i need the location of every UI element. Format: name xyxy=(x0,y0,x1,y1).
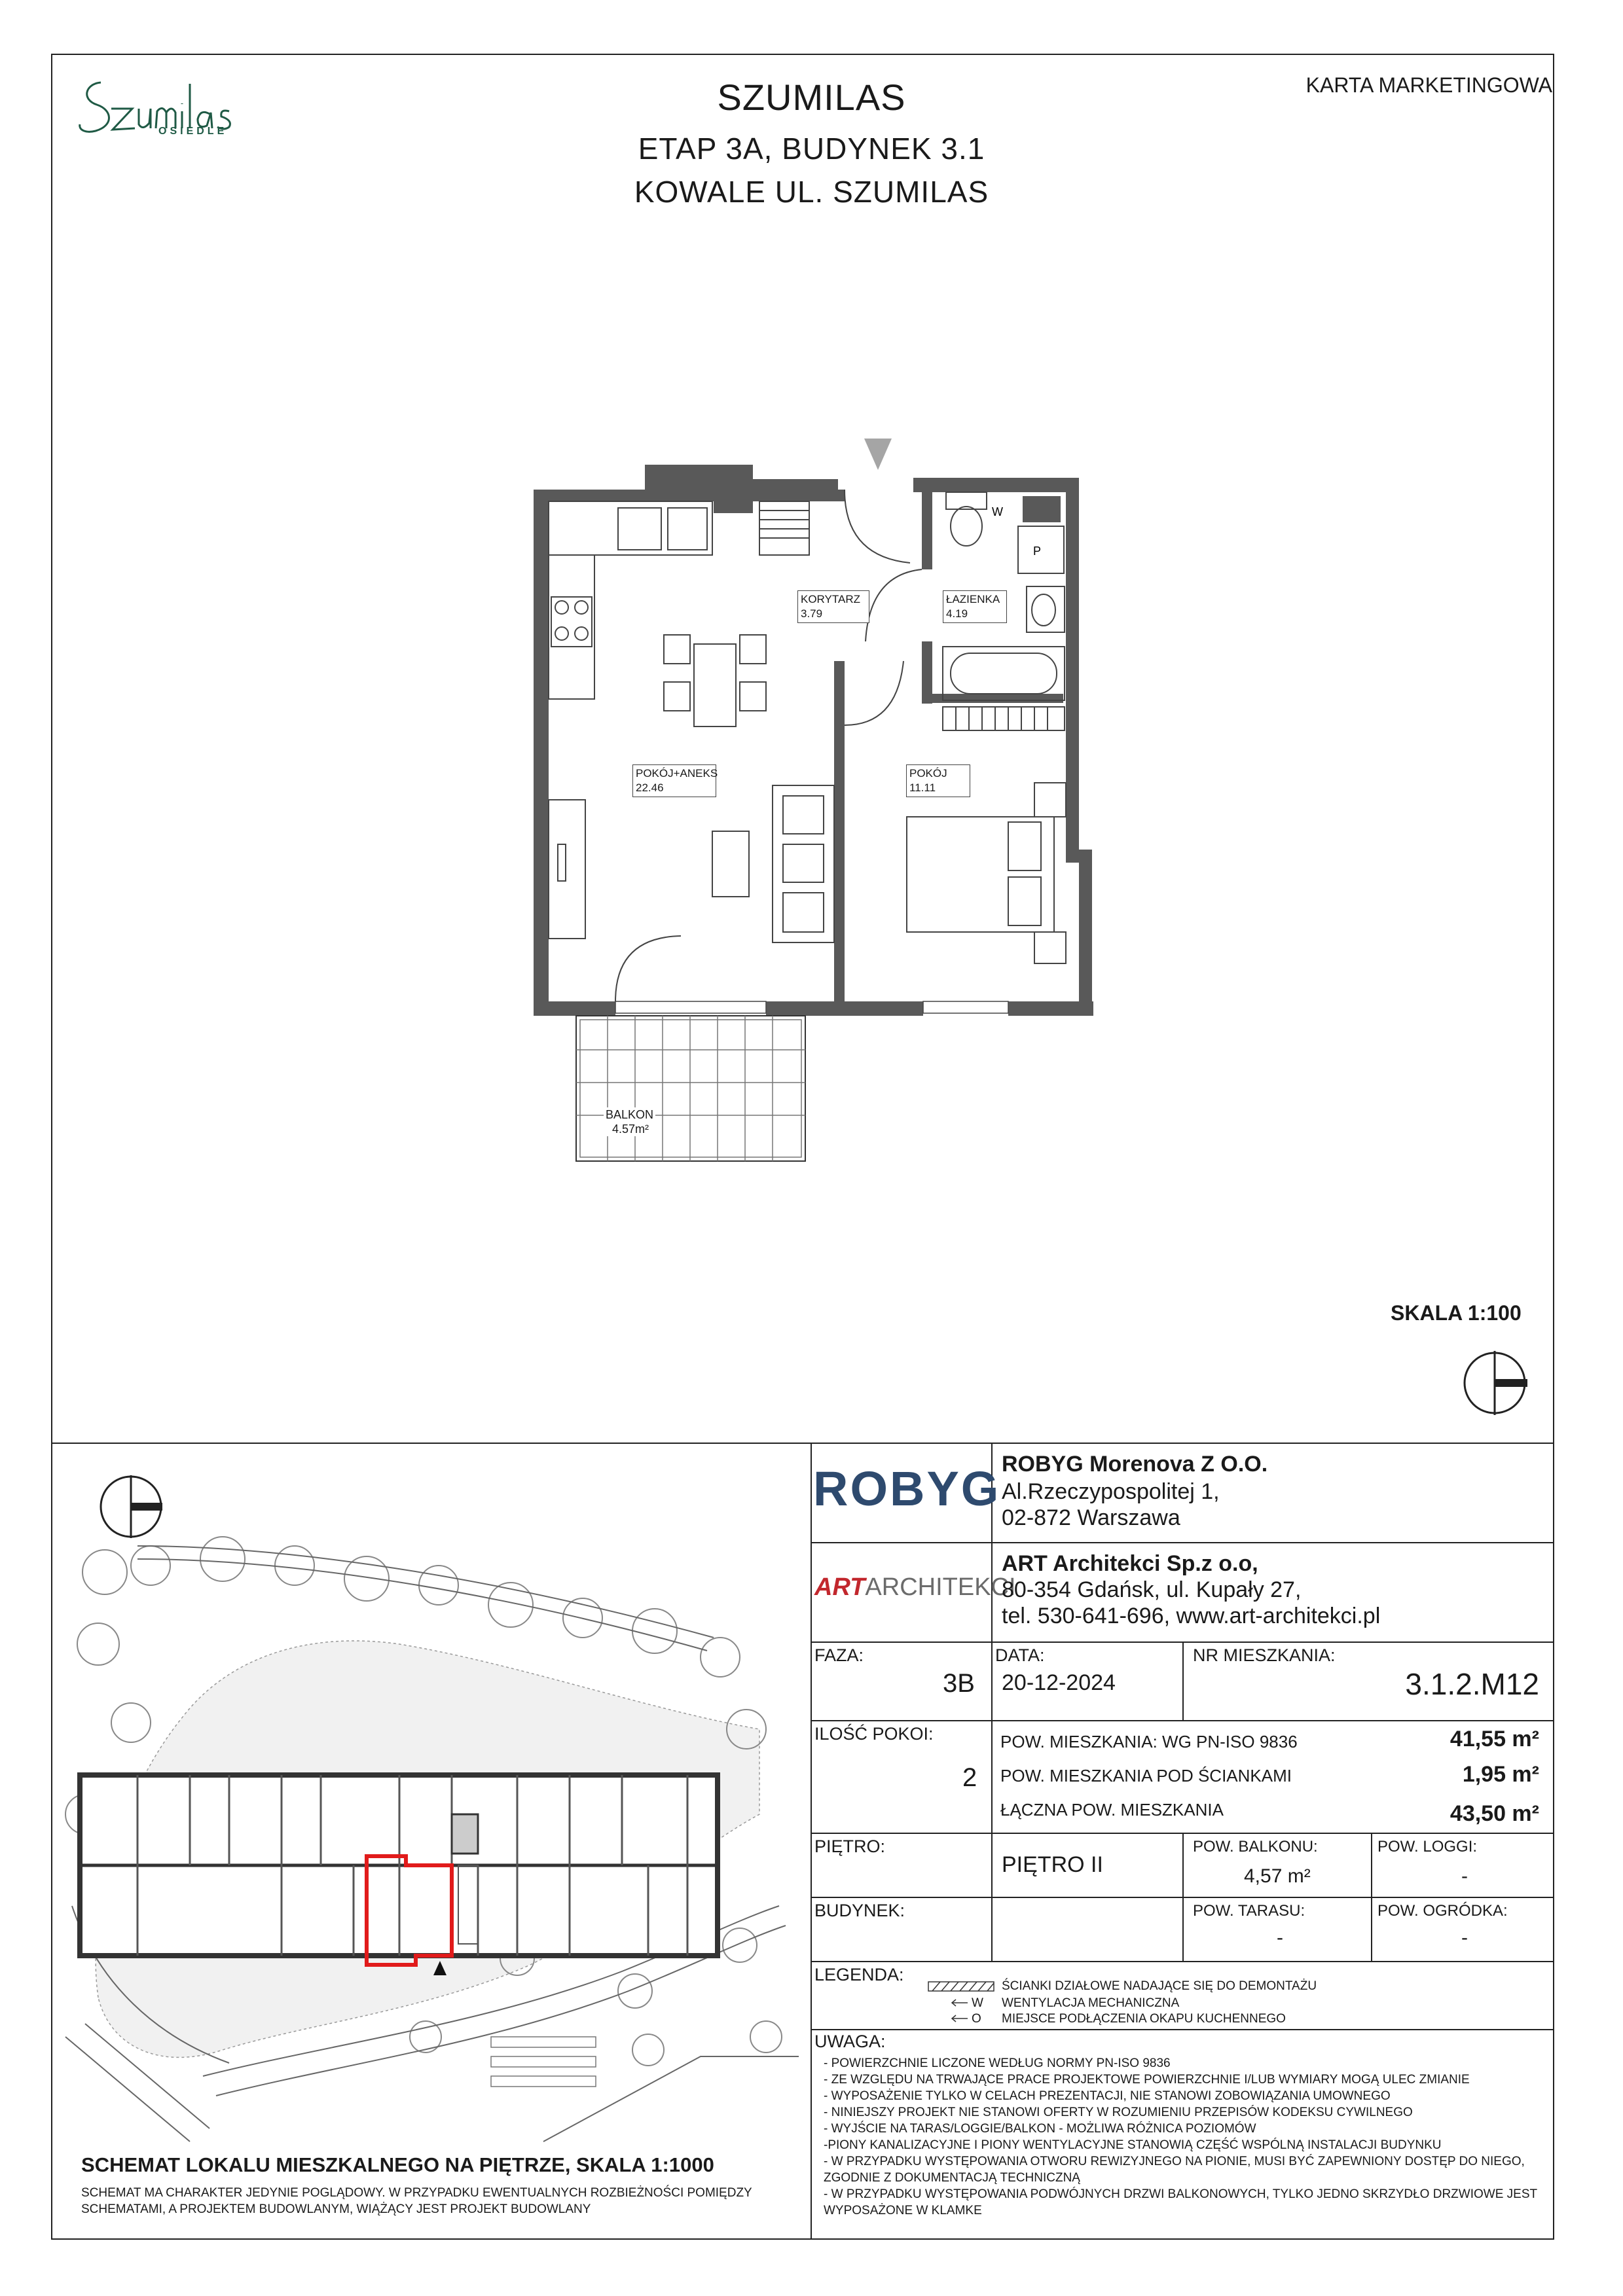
developer-name: ROBYG Morenova Z O.O. xyxy=(1002,1452,1268,1477)
room-name: POKÓJ+ANEKS xyxy=(636,767,718,780)
note-item: - W PRZYPADKU WYSTĘPOWANIA PODWÓJNYCH DRZWI BALKONOWYCH, TYLKO JEDNO SKRZYDŁO DRZWIOWE JEST WYPOSAŻONE W KLAMKE xyxy=(824,2187,1537,2217)
card-type: KARTA MARKETINGOWA xyxy=(1305,73,1552,97)
room-pokoj xyxy=(906,764,970,797)
divider xyxy=(1371,1833,1372,1961)
room-area: 3.79 xyxy=(801,607,823,620)
bedroom-furniture xyxy=(907,783,1066,963)
pokoje-label: ILOŚĆ POKOI: xyxy=(814,1724,934,1744)
legend-w: W xyxy=(972,1996,983,2010)
divider xyxy=(991,1641,993,1720)
p-label: P xyxy=(1033,545,1042,558)
balcony-area: 4.57m² xyxy=(612,1122,649,1136)
project-title: SZUMILAS xyxy=(717,77,906,118)
legend-item-okap: MIEJSCE PODŁĄCZENIA OKAPU KUCHENNEGO xyxy=(1002,2012,1286,2026)
art-logo-red: ART xyxy=(814,1573,866,1601)
pietro-value: PIĘTRO II xyxy=(1002,1852,1103,1877)
note-item: - WYJŚCIE NA TARAS/LOGGIE/BALKON - MOŻLIWA RÓŻNICA POZIOMÓW xyxy=(824,2122,1256,2136)
divider xyxy=(1182,1641,1184,1720)
pietro-label: PIĘTRO: xyxy=(814,1837,886,1856)
pow-value: 41,55 m² xyxy=(1450,1727,1539,1751)
note-item: - W PRZYPADKU WYSTĘPOWANIA OTWORU REWIZYJNEGO NA PIONIE, MUSI BYĆ ZAPEWNIONY DOSTĘP DO NIEGO, ZGODNIE Z DOKUMENTACJĄ TECHNICZNĄ xyxy=(824,2155,1525,2185)
room-pokoj-aneks xyxy=(632,764,716,797)
balcony-label xyxy=(604,1107,655,1136)
schema-note: SCHEMAT MA CHARAKTER JEDYNIE POGLĄDOWY. W PRZYPADKU EWENTUALNYCH ROZBIEŻNOŚCI POMIĘDZY SCHEMATAMI, A PROJEKTEM BUDOWLANYM, WIĄŻĄCY JEST PROJEKT BUDOWLANY xyxy=(81,2186,752,2216)
art-architekci-logo xyxy=(814,1573,1016,1602)
room-lazienka xyxy=(943,590,1007,623)
nr-label: NR MIESZKANIA: xyxy=(1193,1645,1336,1665)
architect-address: 80-354 Gdańsk, ul. Kupały 27, xyxy=(1002,1577,1302,1602)
pow-sc-label: POW. MIESZKANIA POD ŚCIANKAMI xyxy=(1000,1766,1292,1785)
pow-label: POW. MIESZKANIA: WG PN-ISO 9836 xyxy=(1000,1732,1298,1751)
faza-value: 3B xyxy=(943,1669,975,1698)
divider xyxy=(1182,1833,1184,1961)
robyg-logo: ROBYG xyxy=(813,1462,1001,1516)
architect-contact: tel. 530-641-696, www.art-architekci.pl xyxy=(1002,1604,1381,1628)
ogrodek-label: POW. OGRÓDKA: xyxy=(1377,1902,1508,1920)
note-item: - NINIEJSZY PROJEKT NIE STANOWI OFERTY W ROZUMIENIU PRZEPISÓW KODEKSU CYWILNEGO xyxy=(824,2106,1413,2119)
schema-north-arrow-icon xyxy=(101,1475,162,1538)
pow-sc-value: 1,95 m² xyxy=(1462,1762,1539,1787)
divider xyxy=(811,1542,1554,1543)
note-item: - WYPOSAŻENIE TYLKO W CELACH PREZENTACJI, NIE STANOWI ZOBOWIĄZANIA UMOWNEGO xyxy=(824,2089,1391,2103)
budynek-label: BUDYNEK: xyxy=(814,1901,905,1920)
living-furniture xyxy=(549,785,834,942)
room-name: KORYTARZ xyxy=(801,593,860,605)
project-location: KOWALE UL. SZUMILAS xyxy=(634,175,989,209)
note-item: - ZE WZGLĘDU NA TRWAJĄCE PRACE PROJEKTOWE POWIERZCHNIE I/LUB WYMIARY MOGĄ ULEC ZMIANIE xyxy=(824,2073,1470,2087)
balcony xyxy=(576,1016,805,1161)
dining-table xyxy=(664,635,766,726)
legend-symbols xyxy=(927,1979,999,2025)
art-logo-grey: ARCHITEKCI xyxy=(865,1573,1016,1601)
project-stage: ETAP 3A, BUDYNEK 3.1 xyxy=(638,132,985,166)
divider-schema xyxy=(811,1443,812,2240)
note-item: - POWIERZCHNIE LICZONE WEDŁUG NORMY PN-ISO 9836 xyxy=(824,2056,1171,2070)
divider-main xyxy=(51,1443,1554,1444)
schema-title: SCHEMAT LOKALU MIESZKALNEGO NA PIĘTRZE, SKALA 1:1000 xyxy=(81,2153,714,2176)
room-area: 4.19 xyxy=(946,607,968,620)
kitchen xyxy=(549,501,809,699)
site-schema xyxy=(59,1448,805,2144)
room-area: 11.11 xyxy=(909,781,936,794)
room-name: POKÓJ xyxy=(909,767,947,780)
entrance-arrow xyxy=(864,439,892,470)
nr-value: 3.1.2.M12 xyxy=(1405,1667,1539,1701)
loggia-value: - xyxy=(1461,1865,1468,1887)
developer-address-2: 02-872 Warszawa xyxy=(1002,1505,1180,1530)
data-value: 20-12-2024 xyxy=(1002,1670,1116,1695)
balkon-label: POW. BALKONU: xyxy=(1193,1838,1318,1856)
faza-label: FAZA: xyxy=(814,1645,864,1665)
divider xyxy=(811,1961,1554,1962)
taras-value: - xyxy=(1277,1927,1283,1948)
plan-scale: SKALA 1:100 xyxy=(1391,1301,1522,1325)
logo-subtitle: OSIEDLE xyxy=(158,126,228,137)
balcony-name: BALKON xyxy=(606,1108,654,1121)
loggia-label: POW. LOGGI: xyxy=(1377,1838,1478,1856)
pow-total-label: ŁĄCZNA POW. MIESZKANIA xyxy=(1000,1800,1224,1820)
room-name: ŁAZIENKA xyxy=(946,593,1000,605)
notes-label: UWAGA: xyxy=(814,2032,886,2051)
building-footprint xyxy=(80,1763,718,2142)
ogrodek-value: - xyxy=(1461,1927,1468,1948)
pokoje-value: 2 xyxy=(962,1763,977,1792)
room-korytarz xyxy=(797,590,869,623)
architect-name: ART Architekci Sp.z o.o, xyxy=(1002,1551,1258,1576)
legend-label: LEGENDA: xyxy=(814,1965,904,1984)
balkon-value: 4,57 m² xyxy=(1244,1865,1311,1887)
doors xyxy=(615,490,1008,1013)
legend-item-demontaz: ŚCIANKI DZIAŁOWE NADAJĄCE SIĘ DO DEMONTAŻU xyxy=(1002,1979,1317,1993)
pow-total-value: 43,50 m² xyxy=(1450,1801,1539,1826)
vent-shaft xyxy=(1023,496,1061,522)
legend-o: O xyxy=(972,2012,981,2026)
developer-address-1: Al.Rzeczypospolitej 1, xyxy=(1002,1479,1220,1504)
room-area: 22.46 xyxy=(636,781,664,794)
legend-item-wentylacja: WENTYLACJA MECHANICZNA xyxy=(1002,1996,1180,2010)
divider xyxy=(811,2029,1554,2030)
data-label: DATA: xyxy=(995,1645,1045,1665)
parking-rows xyxy=(491,2037,596,2087)
floor-plan xyxy=(524,432,1113,1172)
note-item: -PIONY KANALIZACYJNE I PIONY WENTYLACYJNE STANOWIĄ CZĘŚĆ WSPÓLNĄ INSTALACJI BUDYNKU xyxy=(824,2138,1442,2152)
north-arrow-icon xyxy=(1460,1348,1529,1418)
notes-list xyxy=(824,2055,1544,2219)
divider xyxy=(811,1720,1554,1721)
vent-w-label: W xyxy=(992,505,1003,518)
divider xyxy=(991,1720,993,1961)
taras-label: POW. TARASU: xyxy=(1193,1902,1305,1920)
